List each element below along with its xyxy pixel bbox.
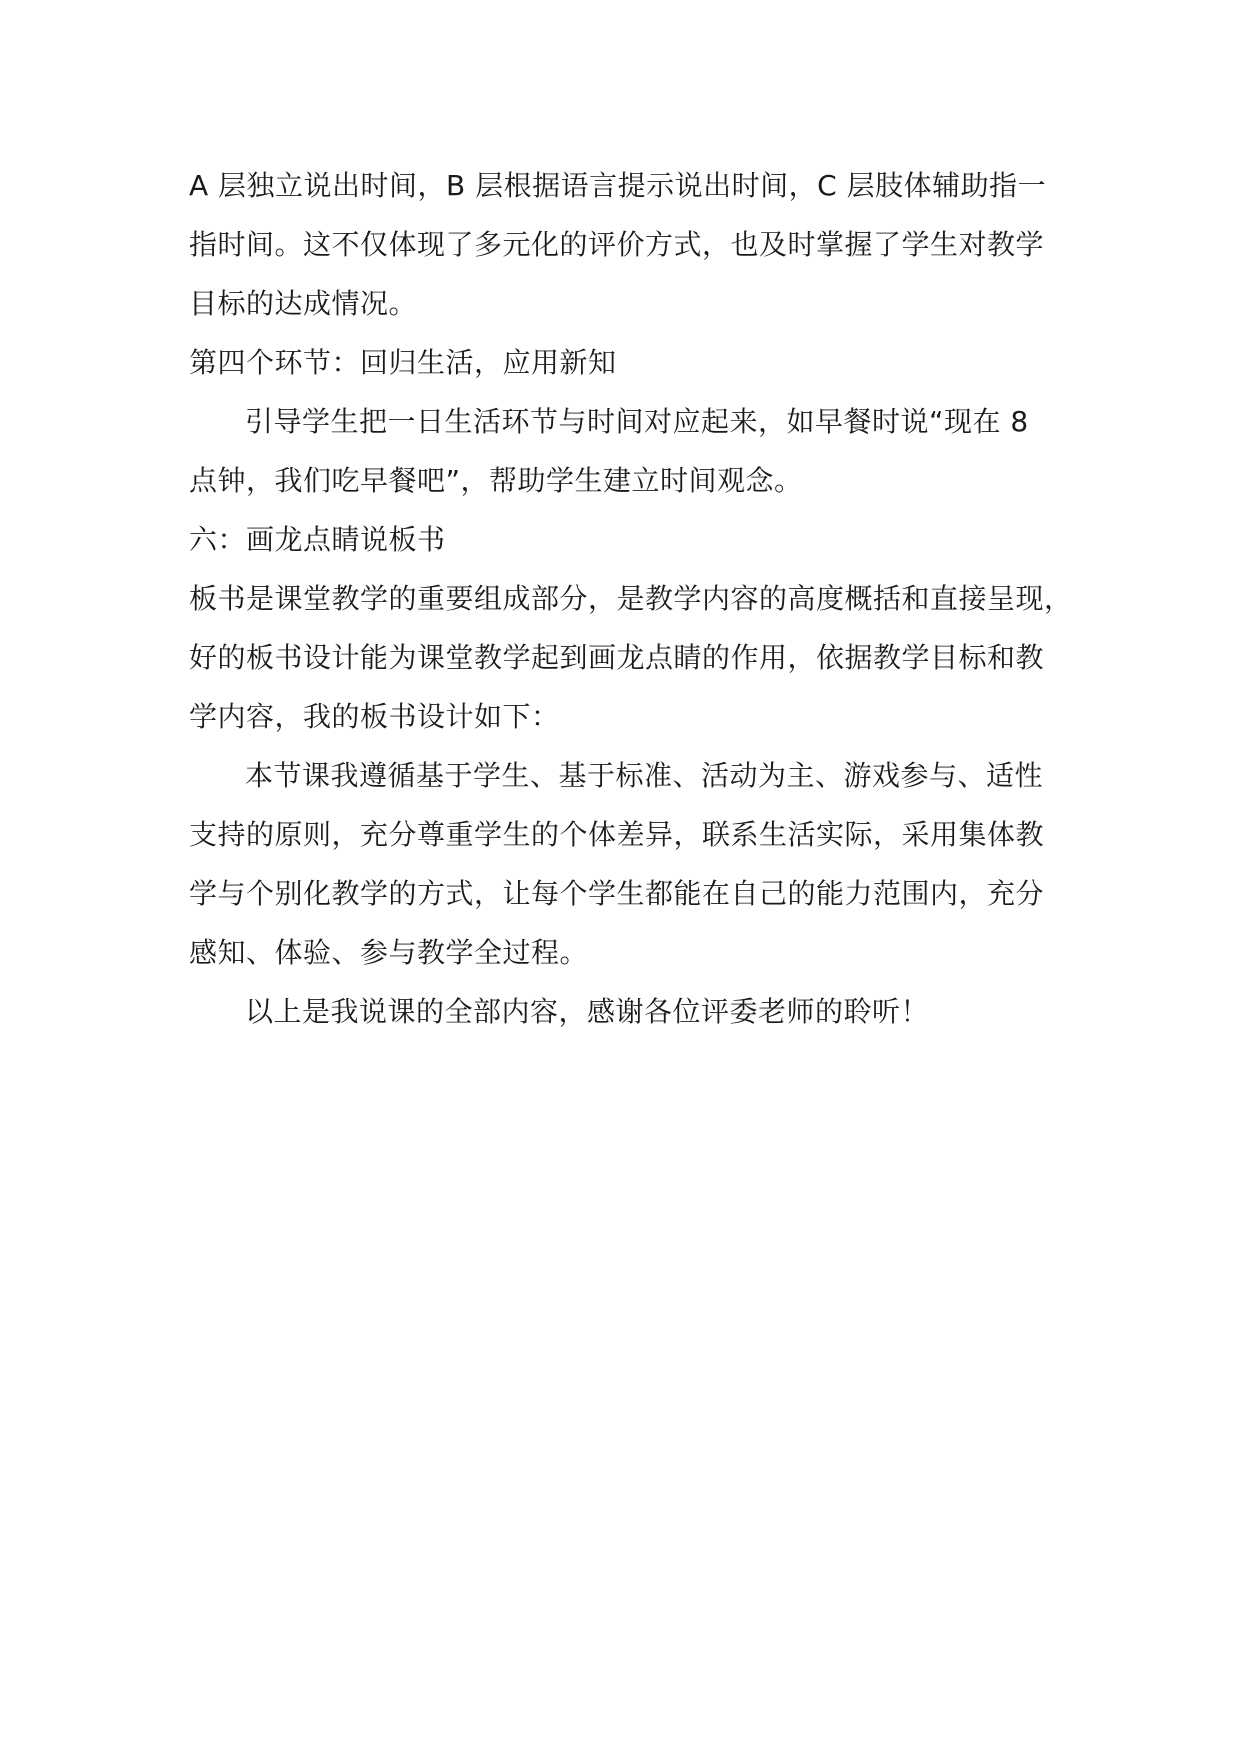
paragraph-line: 引导学生把一日生活环节与时间对应起来，如早餐时说“现在 8 — [245, 405, 1029, 438]
paragraph-line: 指时间。这不仅体现了多元化的评价方式，也及时掌握了学生对教学 — [189, 228, 1045, 261]
closing-line: 以上是我说课的全部内容，感谢各位评委老师的聆听！ — [245, 995, 930, 1028]
paragraph-line: 本节课我遵循基于学生、基于标准、活动为主、游戏参与、适性 — [245, 759, 1044, 792]
paragraph-line: 学内容，我的板书设计如下： — [189, 700, 560, 733]
paragraph-line: 点钟，我们吃早餐吧”，帮助学生建立时间观念。 — [189, 464, 803, 497]
paragraph-line: 好的板书设计能为课堂教学起到画龙点睛的作用，依据教学目标和教 — [189, 641, 1045, 674]
section-heading: 第四个环节：回归生活，应用新知 — [189, 346, 617, 379]
paragraph-line: 板书是课堂教学的重要组成部分，是教学内容的高度概括和直接呈现， — [189, 582, 1073, 615]
paragraph-line: 学与个别化教学的方式，让每个学生都能在自己的能力范围内，充分 — [189, 877, 1045, 910]
paragraph-line: 目标的达成情况。 — [189, 287, 418, 320]
paragraph-line: 支持的原则，充分尊重学生的个体差异，联系生活实际，采用集体教 — [189, 818, 1045, 851]
paragraph-line: 感知、体验、参与教学全过程。 — [189, 936, 589, 969]
paragraph-line: A 层独立说出时间，B 层根据语言提示说出时间，C 层肢体辅助指一 — [189, 169, 1047, 202]
section-heading: 六：画龙点睛说板书 — [189, 523, 446, 556]
